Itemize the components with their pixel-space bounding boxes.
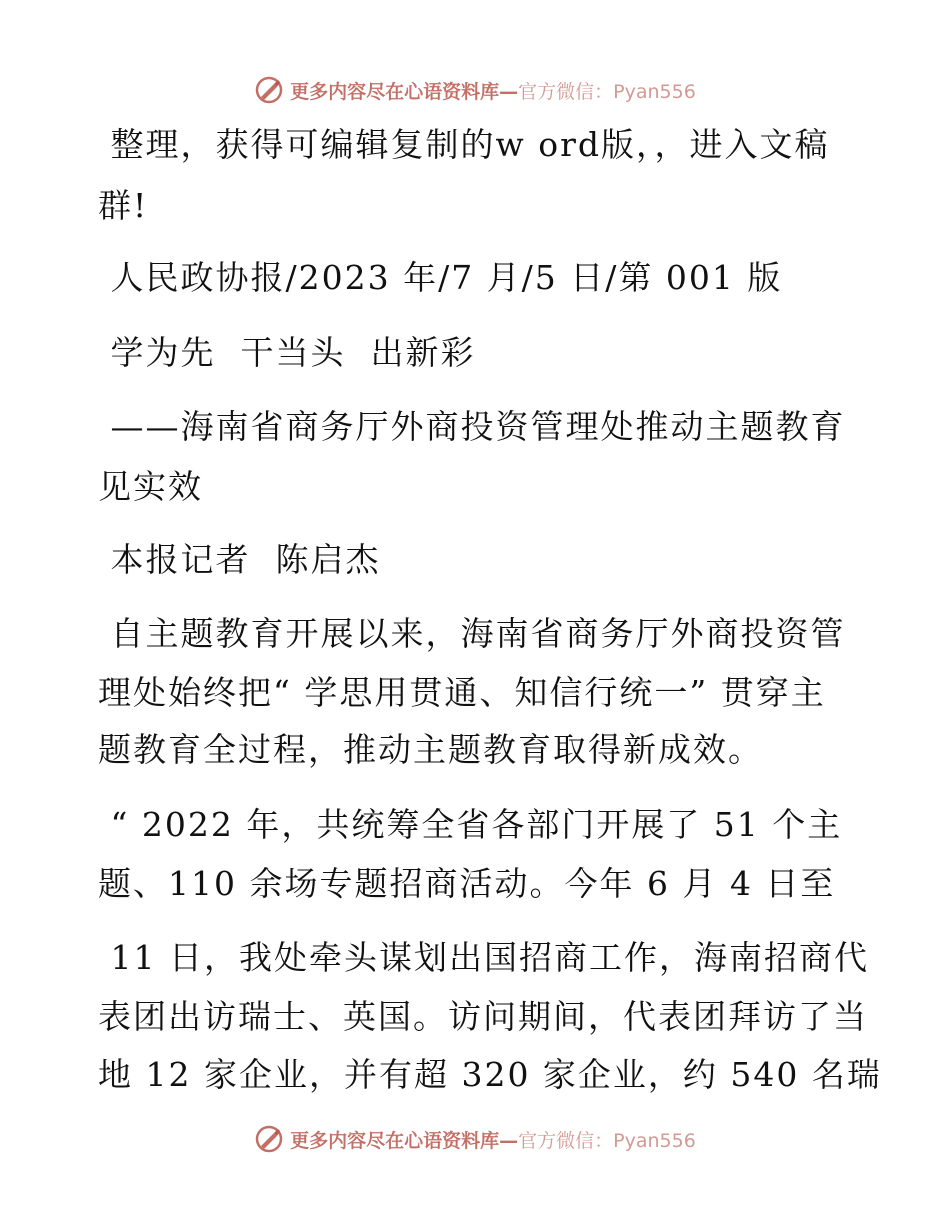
watermark-header — [0, 72, 950, 108]
text-line: 理处始终把“ 学思用贯通、知信行统一” 贯穿主 — [98, 673, 826, 712]
watermark-main-text: 更多内容尽在心语资料库— — [290, 80, 519, 103]
text-line: 人民政协报/2023 年/7 月/5 日/第 001 版 — [98, 258, 783, 297]
text-line: 题、110 余场专题招商活动。今年 6 月 4 日至 — [98, 864, 836, 903]
text-line: 题教育全过程，推动主题教育取得新成效。 — [98, 730, 763, 769]
pen-logo-icon — [254, 75, 284, 105]
text-line: 整理，获得可编辑复制的w ord版，，进入文稿 — [98, 125, 830, 164]
text-line: 11 日，我处牵头谋划出国招商工作，海南招商代 — [98, 938, 869, 977]
text-line: 地 12 家企业，并有超 320 家企业，约 540 名瑞 — [98, 1055, 882, 1094]
watermark-main-text: 更多内容尽在心语资料库— — [290, 1129, 519, 1152]
text-line: ——海南省商务厅外商投资管理处推动主题教育 — [98, 407, 846, 446]
pen-logo-icon — [254, 1124, 284, 1154]
text-line: 学为先 干当头 出新彩 — [98, 333, 476, 372]
watermark-text — [290, 77, 696, 104]
text-line: “ 2022 年，共统筹全省各部门开展了 51 个主 — [98, 805, 843, 844]
watermark-wechat-text: 官方微信：Pyan556 — [518, 1129, 696, 1152]
watermark-footer — [0, 1121, 950, 1157]
watermark-text — [290, 1126, 696, 1153]
text-line: 自主题教育开展以来，海南省商务厅外商投资管 — [98, 614, 846, 653]
text-line: 本报记者 陈启杰 — [98, 540, 381, 579]
text-line: 见实效 — [98, 467, 203, 506]
text-line: 表团出访瑞士、英国。访问期间，代表团拜访了当 — [98, 997, 868, 1036]
text-line: 群! — [98, 186, 149, 225]
watermark-wechat-text: 官方微信：Pyan556 — [518, 80, 696, 103]
